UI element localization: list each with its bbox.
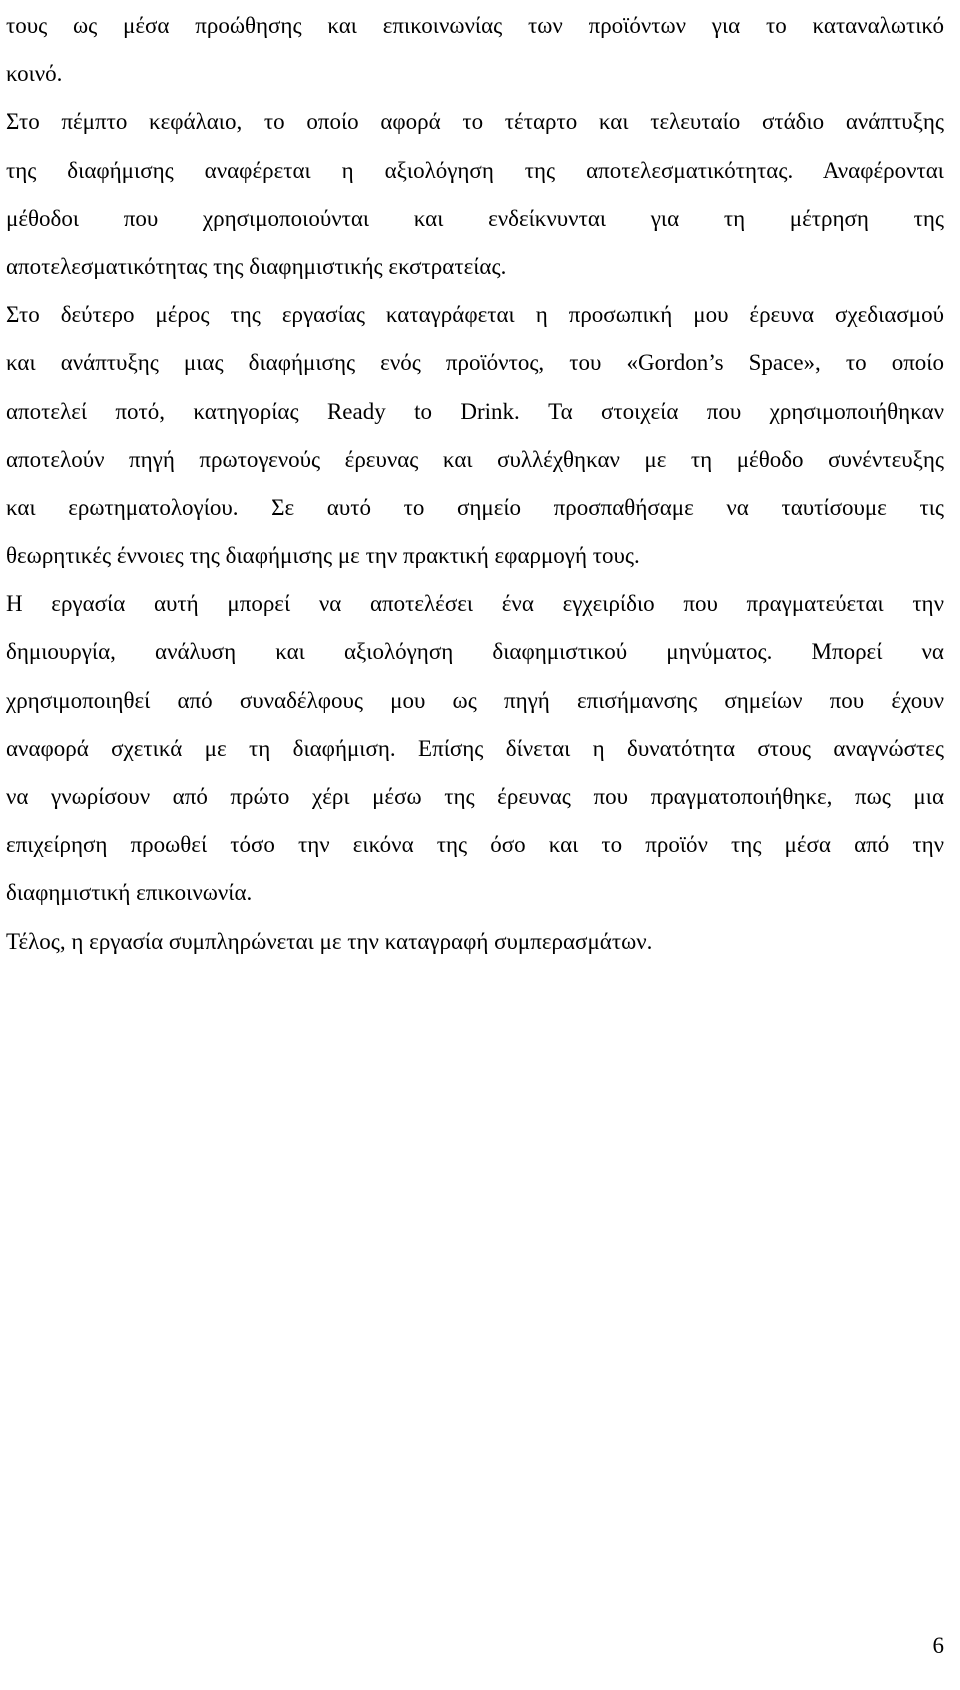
document-body xyxy=(6,2,944,966)
text-line: Στο πέμπτο κεφάλαιο, το οποίο αφορά το τέταρτο και τελευταίο στάδιο ανάπτυξης xyxy=(6,109,944,135)
text-line: και ερωτηματολογίου. Σε αυτό το σημείο προσπαθήσαμε να ταυτίσουμε τις xyxy=(6,494,944,520)
text-line: Τέλος, η εργασία συμπληρώνεται με την καταγραφή συμπερασμάτων. xyxy=(6,928,653,954)
text-line: διαφημιστική επικοινωνία. xyxy=(6,880,253,906)
text-line: αποτελεί ποτό, κατηγορίας Ready to Drink. Τα στοιχεία που χρησιμοποιήθηκαν xyxy=(6,398,944,424)
text-line: αποτελούν πηγή πρωτογενούς έρευνας και συλλέχθηκαν με τη μέθοδο συνέντευξης xyxy=(6,446,944,472)
text-line: δημιουργία, ανάλυση και αξιολόγηση διαφημιστικού μηνύματος. Μπορεί να xyxy=(6,639,944,665)
text-line: Στο δεύτερο μέρος της εργασίας καταγράφεται η προσωπική μου έρευνα σχεδιασμού xyxy=(6,302,944,328)
text-line: Η εργασία αυτή μπορεί να αποτελέσει ένα εγχειρίδιο που πραγματεύεται την xyxy=(6,591,944,617)
text-line: επιχείρηση προωθεί τόσο την εικόνα της όσο και το προϊόν της μέσα από την xyxy=(6,832,944,858)
text-line: της διαφήμισης αναφέρεται η αξιολόγηση της αποτελεσματικότητας. Αναφέρονται xyxy=(6,157,944,183)
text-line: θεωρητικές έννοιες της διαφήμισης με την πρακτική εφαρμογή τους. xyxy=(6,543,640,569)
text-line: αποτελεσματικότητας της διαφημιστικής εκστρατείας. xyxy=(6,253,507,279)
text-line: τους ως μέσα προώθησης και επικοινωνίας των προϊόντων για το καταναλωτικό xyxy=(6,13,944,38)
text-line: κοινό. xyxy=(6,61,63,87)
text-line: χρησιμοποιηθεί από συναδέλφους μου ως πηγή επισήμανσης σημείων που έχουν xyxy=(6,687,944,713)
text-line: και ανάπτυξης μιας διαφήμισης ενός προϊόντος, του «Gordon’s Space», το οποίο xyxy=(6,350,944,376)
text-line: μέθοδοι που χρησιμοποιούνται και ενδείκνυνται για τη μέτρηση της xyxy=(6,205,944,231)
text-line: να γνωρίσουν από πρώτο χέρι μέσω της έρευνας που πραγματοποιήθηκε, πως μια xyxy=(6,784,944,809)
text-line: αναφορά σχετικά με τη διαφήμιση. Επίσης δίνεται η δυνατότητα στους αναγνώστες xyxy=(6,735,944,761)
page-number: 6 xyxy=(932,1633,944,1658)
